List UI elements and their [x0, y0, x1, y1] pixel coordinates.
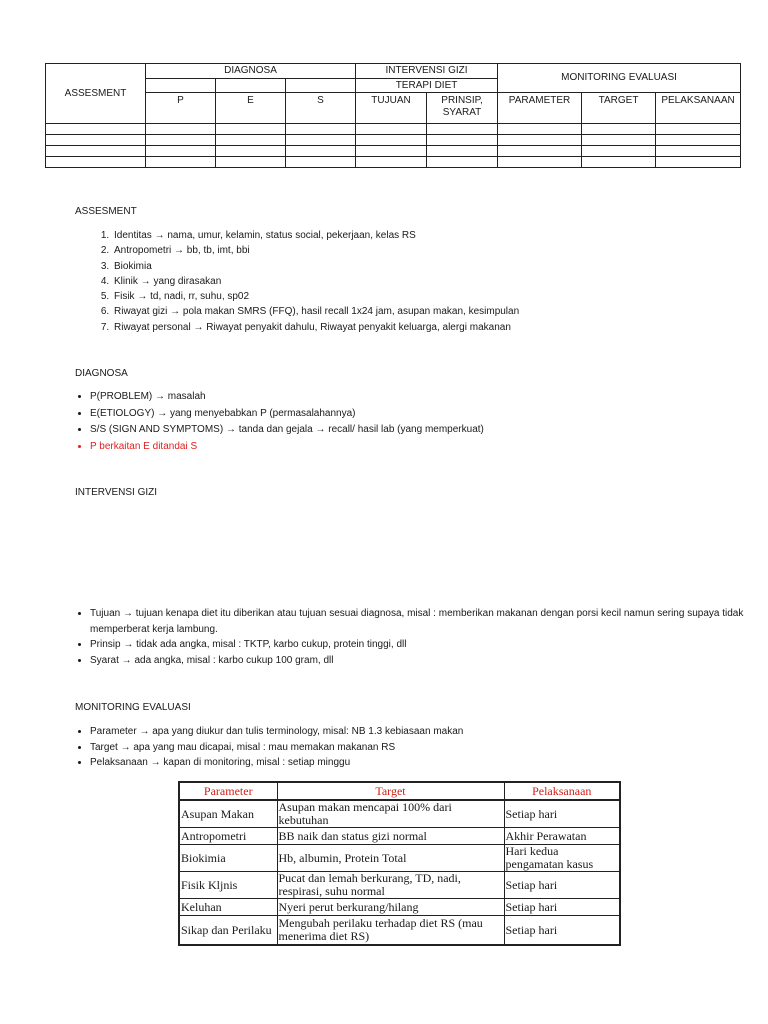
cell-parameter: Fisik Kljnis [179, 872, 277, 899]
list-item: • E(ETIOLOGY) → yang menyebabkan P (permasalahannya) [90, 406, 484, 423]
header-e: E [216, 93, 286, 124]
assesment-heading: ASSESMENT [75, 206, 137, 217]
list-item: • Target → apa yang mau dicapai, misal : mau memakan makanan RS [90, 740, 463, 756]
table-row [46, 157, 741, 168]
table-row [179, 899, 620, 916]
cell-target: BB naik dan status gizi normal [277, 828, 504, 845]
cell-target: Mengubah perilaku terhadap diet RS (mau menerima diet RS) [277, 916, 504, 946]
table-row [179, 916, 620, 946]
empty-cell [216, 79, 286, 93]
empty-cell [286, 79, 356, 93]
list-item: • Tujuan → tujuan kenapa diet itu diberikan atau tujuan sesuai diagnosa, misal : memberikan makanan dengan porsi kecil namun sering supaya tidak memperberat kerja lambung. [90, 606, 750, 637]
monitoring-heading: MONITORING EVALUASI [75, 702, 191, 713]
intervensi-heading: INTERVENSI GIZI [75, 487, 158, 498]
list-item: • Parameter → apa yang diukur dan tulis terminology, misal: NB 1.3 kebiasaan makan [90, 724, 463, 740]
header-intervensi: INTERVENSI GIZI [356, 64, 498, 79]
table-row [179, 845, 620, 872]
header-assesment: ASSESMENT [46, 64, 146, 124]
list-item-highlight: • P berkaitan E ditandai S [90, 439, 484, 456]
cell-target: Hb, albumin, Protein Total [277, 845, 504, 872]
list-item: 1. Identitas → nama, umur, kelamin, status social, pekerjaan, kelas RS [112, 228, 519, 243]
header-pelaksanaan: PELAKSANAAN [656, 93, 741, 124]
header-monitoring: MONITORING EVALUASI [498, 64, 741, 93]
header-terapi-diet: TERAPI DIET [356, 79, 498, 93]
cell-parameter: Biokimia [179, 845, 277, 872]
intervensi-list [72, 606, 750, 668]
list-item: 3. Biokimia [112, 259, 519, 274]
header-prinsip: PRINSIP, SYARAT [427, 93, 498, 124]
assesment-list [92, 228, 519, 335]
cell-target: Asupan makan mencapai 100% dari kebutuhan [277, 800, 504, 828]
cell-pelaksanaan: Akhir Perawatan [504, 828, 620, 845]
table-row [46, 124, 741, 135]
list-item: 4. Klinik → yang dirasakan [112, 274, 519, 289]
header-diagnosa: DIAGNOSA [146, 64, 356, 79]
table-row [46, 135, 741, 146]
diagnosa-heading: DIAGNOSA [75, 368, 128, 379]
diagnosa-list [72, 389, 484, 455]
list-item: • S/S (SIGN AND SYMPTOMS) → tanda dan gejala → recall/ hasil lab (yang memperkuat) [90, 422, 484, 439]
list-item: 5. Fisik → td, nadi, rr, suhu, sp02 [112, 289, 519, 304]
cell-parameter: Antropometri [179, 828, 277, 845]
list-item: 6. Riwayat gizi → pola makan SMRS (FFQ), hasil recall 1x24 jam, asupan makan, kesimpulan [112, 304, 519, 319]
cell-parameter: Sikap dan Perilaku [179, 916, 277, 946]
table-row [46, 146, 741, 157]
cell-pelaksanaan: Hari kedua pengamatan kasus [504, 845, 620, 872]
list-item: 2. Antropometri → bb, tb, imt, bbi [112, 243, 519, 258]
list-item: • P(PROBLEM) → masalah [90, 389, 484, 406]
cell-pelaksanaan: Setiap hari [504, 800, 620, 828]
header-tujuan: TUJUAN [356, 93, 427, 124]
header-s: S [286, 93, 356, 124]
header-parameter: Parameter [179, 782, 277, 800]
cell-target: Nyeri perut berkurang/hilang [277, 899, 504, 916]
monitoring-list [72, 724, 463, 771]
cell-pelaksanaan: Setiap hari [504, 916, 620, 946]
header-target: Target [277, 782, 504, 800]
header-pelaksanaan: Pelaksanaan [504, 782, 620, 800]
cell-pelaksanaan: Setiap hari [504, 872, 620, 899]
list-item: • Syarat → ada angka, misal : karbo cukup 100 gram, dll [90, 653, 750, 669]
table-row [179, 872, 620, 899]
list-item: • Prinsip → tidak ada angka, misal : TKTP, karbo cukup, protein tinggi, dll [90, 637, 750, 653]
list-item: • Pelaksanaan → kapan di monitoring, misal : setiap minggu [90, 755, 463, 771]
table-row [179, 800, 620, 828]
cell-parameter: Keluhan [179, 899, 277, 916]
header-target: TARGET [582, 93, 656, 124]
cell-target: Pucat dan lemah berkurang, TD, nadi, respirasi, suhu normal [277, 872, 504, 899]
header-parameter: PARAMETER [498, 93, 582, 124]
list-item: 7. Riwayat personal → Riwayat penyakit dahulu, Riwayat penyakit keluarga, alergi makanan [112, 320, 519, 335]
header-p: P [146, 93, 216, 124]
table-row [179, 828, 620, 845]
cell-pelaksanaan: Setiap hari [504, 899, 620, 916]
empty-cell [146, 79, 216, 93]
monitoring-table [178, 781, 621, 946]
cell-parameter: Asupan Makan [179, 800, 277, 828]
planning-table [45, 63, 741, 168]
